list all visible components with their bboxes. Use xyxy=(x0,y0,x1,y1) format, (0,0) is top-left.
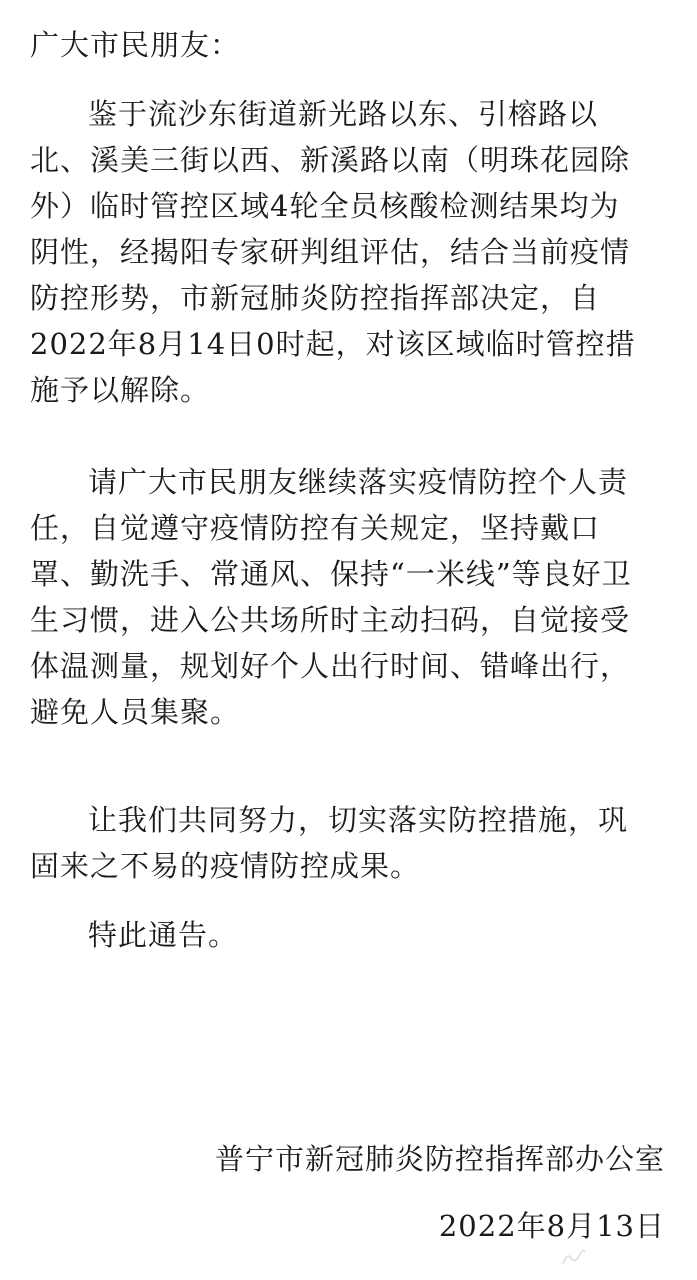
paragraph-line: 体温测量，规划好个人出行时间、错峰出行， xyxy=(30,649,631,683)
paragraph-line: 北、溪美三街以西、新溪路以南（明珠花园除 xyxy=(30,143,631,177)
paragraph-line: 2022年8月14日0时起，对该区域临时管控措 xyxy=(30,327,636,361)
issue-date: 2022年8月13日 xyxy=(438,1209,665,1243)
paragraph-line: 生习惯，进入公共场所时主动扫码，自觉接受 xyxy=(30,603,631,637)
watermark-icon xyxy=(561,1248,587,1266)
paragraph-line: 避免人员集聚。 xyxy=(30,695,241,729)
paragraph-line: 施予以解除。 xyxy=(30,373,211,407)
paragraph-3 xyxy=(30,797,670,889)
paragraph-4 xyxy=(30,912,670,958)
salutation: 广大市民朋友： xyxy=(30,28,241,62)
paragraph-line: 阴性，经揭阳专家研判组评估，结合当前疫情 xyxy=(30,235,631,269)
paragraph-line: 请广大市民朋友继续落实疫情防控个人责 xyxy=(88,465,629,499)
paragraph-line: 防控形势，市新冠肺炎防控指挥部决定，自 xyxy=(30,281,601,315)
paragraph-line: 外）临时管控区域4轮全员核酸检测结果均为 xyxy=(30,189,620,223)
paragraph-1 xyxy=(30,91,670,413)
paragraph-line: 特此通告。 xyxy=(88,918,239,952)
paragraph-line: 让我们共同努力，切实落实防控措施，巩 xyxy=(88,803,629,837)
paragraph-line: 固来之不易的疫情防控成果。 xyxy=(30,849,421,883)
paragraph-line: 任，自觉遵守疫情防控有关规定，坚持戴口 xyxy=(30,511,601,545)
issuer-signature: 普宁市新冠肺炎防控指挥部办公室 xyxy=(214,1142,665,1176)
paragraph-2 xyxy=(30,459,670,735)
paragraph-line: 鉴于流沙东街道新光路以东、引榕路以 xyxy=(88,97,599,131)
paragraph-line: 罩、勤洗手、常通风、保持“一米线”等良好卫 xyxy=(30,557,632,591)
